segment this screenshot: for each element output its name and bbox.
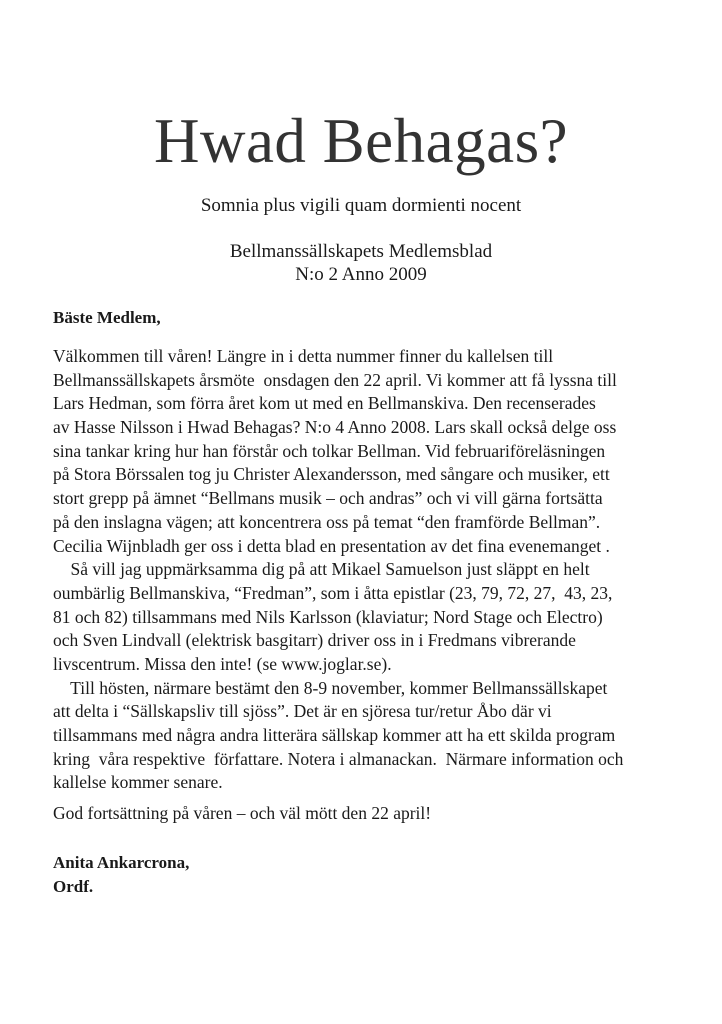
closing-line: God fortsättning på våren – och väl mött den 22 april!	[53, 803, 432, 823]
body-line: stort grepp på ämnet “Bellmans musik – och andras” och vi vill gärna fortsätta	[53, 488, 603, 509]
greeting: Bäste Medlem,	[53, 308, 161, 327]
body-line: av Hasse Nilsson i Hwad Behagas? N:o 4 Anno 2008. Lars skall också delge oss	[53, 417, 617, 438]
body-line: tillsammans med några andra litterära sällskap kommer att ha ett skilda program	[53, 725, 616, 745]
body-line: kallelse kommer senare.	[53, 772, 223, 793]
issue-number: N:o 2 Anno 2009	[295, 264, 427, 285]
signature-title: Ordf.	[53, 877, 94, 896]
body-line: livscentrum. Missa den inte! (se www.joglar.se).	[53, 653, 392, 674]
body-line: Cecilia Wijnbladh ger oss i detta blad en presentation av det fina evenemanget .	[53, 535, 610, 556]
signature	[53, 851, 189, 899]
body-line: Välkommen till våren! Längre in i detta nummer finner du kallelsen till	[53, 346, 554, 366]
body-line: på Stora Börssalen tog ju Christer Alexandersson, med sångare och musiker, ett	[53, 464, 610, 485]
publication-name: Bellmanssällskapets Medlemsblad	[229, 241, 493, 262]
body-line: kring våra respektive författare. Notera i almanackan. Närmare information och	[53, 748, 624, 769]
body-line: på den inslagna vägen; att koncentrera oss på temat “den framförde Bellman”.	[53, 511, 601, 532]
motto: Somnia plus vigili quam dormienti nocent	[200, 195, 522, 216]
signature-name: Anita Ankarcrona,	[53, 853, 190, 872]
letter-body	[53, 345, 713, 795]
body-line: Bellmanssällskapets årsmöte onsdagen den 22 april. Vi kommer att få lyssna till	[53, 369, 617, 390]
newsletter-title: Hwad Behagas?	[153, 106, 569, 176]
body-line: Till hösten, närmare bestämt den 8-9 november, kommer Bellmanssällskapet	[53, 677, 608, 698]
body-line: oumbärlig Bellmanskiva, “Fredman”, som i åtta epistlar (23, 79, 72, 27, 43, 23,	[53, 582, 613, 603]
body-line: sina tankar kring hur han förstår och tolkar Bellman. Vid februariföreläsningen	[53, 440, 606, 461]
body-line: att delta i “Sällskapsliv till sjöss”. Det är en sjöresa tur/retur Åbo där vi	[53, 701, 552, 722]
body-line: och Sven Lindvall (elektrisk basgitarr) driver oss in i Fredmans vibrerande	[53, 630, 576, 651]
body-line: Så vill jag uppmärksamma dig på att Mikael Samuelson just släppt en helt	[53, 559, 590, 580]
body-line: Lars Hedman, som förra året kom ut med en Bellmanskiva. Den recenserades	[53, 393, 596, 414]
body-line: 81 och 82) tillsammans med Nils Karlsson (klaviatur; Nord Stage och Electro)	[53, 606, 603, 627]
